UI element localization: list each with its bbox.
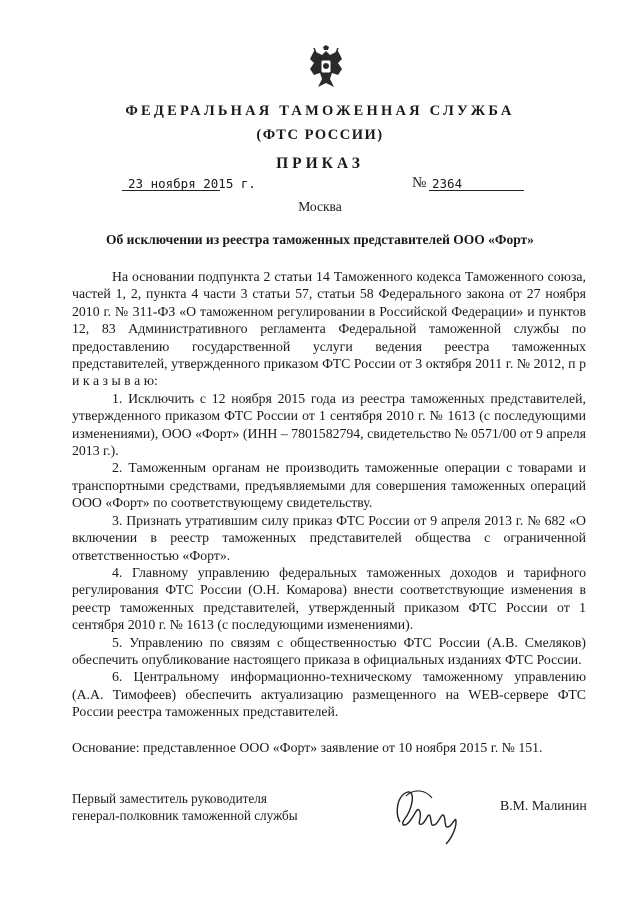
order-item-1: 1. Исключить с 12 ноября 2015 года из реестра таможенных представителей, утвержденного приказом ФТС России от 1 сентября 2010 г. № 1613 (с последующими изменениями), ООО «Форт» (ИНН – 7801582794, свидетельство № 0571/00 от 9 апреля 2013 г.).	[72, 390, 586, 459]
order-subject: Об исключении из реестра таможенных представителей ООО «Форт»	[106, 232, 534, 247]
coat-of-arms-icon	[304, 45, 348, 93]
agency-short-name: (ФТС РОССИИ)	[256, 127, 384, 143]
order-item-5: 5. Управлению по связям с общественностью ФТС России (А.В. Смеляков) обеспечить опубликование настоящего приказа в официальных изданиях ФТС России.	[72, 634, 586, 667]
document-type: ПРИКАЗ	[276, 155, 364, 172]
order-body	[72, 268, 586, 721]
preamble-paragraph: На основании подпункта 2 статьи 14 Таможенного кодекса Таможенного союза, частей 1, 2, пункта 4 части 3 статьи 57, статьи 58 Федерального закона от 27 ноября 2010 г. № 311-ФЗ «О таможенном регулировании в Российской Федерации» и пунктов 12, 83 Административного регламента Федеральной таможенной службы по предоставлению государственной услуги ведения реестра таможенных представителей, утвержденного приказом ФТС России от 3 октября 2011 г. № 2012, п р и к а з ы в а ю:	[72, 269, 586, 389]
order-item-4: 4. Главному управлению федеральных таможенных доходов и тарифного регулирования ФТС России (О.Н. Комарова) внести соответствующие изменения в реестр таможенных представителей, утвержденный приказом ФТС России от 1 сентября 2010 г. № 1613 (с последующими изменениями).	[72, 564, 586, 633]
number-sign: №	[412, 175, 427, 191]
order-item-6: 6. Центральному информационно-техническому таможенному управлению (А.А. Тимофеев) обеспечить актуализацию размещенного на WEB-сервере ФТС России реестра таможенных представителей.	[72, 669, 586, 720]
handwritten-signature	[386, 782, 476, 846]
signatory-role-line-2: генерал-полковник таможенной службы	[72, 808, 298, 823]
signatory-role	[72, 790, 298, 824]
order-date: 23 ноября 2015 г.	[128, 176, 256, 191]
agency-name: ФЕДЕРАЛЬНАЯ ТАМОЖЕННАЯ СЛУЖБА	[125, 103, 515, 119]
order-number: 2364	[432, 176, 463, 191]
date-underline	[122, 190, 220, 191]
order-item-3: 3. Признать утратившим силу приказ ФТС России от 9 апреля 2013 г. № 682 «О включении в реестр таможенных представителей общества с ограниченной ответственностью «Форт».	[72, 512, 586, 563]
basis-line: Основание: представленное ООО «Форт» заявление от 10 ноября 2015 г. № 151.	[72, 740, 543, 755]
city: Москва	[298, 199, 342, 214]
number-underline	[429, 190, 524, 191]
order-item-2: 2. Таможенным органам не производить таможенные операции с товарами и транспортными средствами, предъявляемыми для совершения таможенных операций ООО «Форт» по соответствующему свидетельству.	[72, 460, 586, 511]
signatory-role-line-1: Первый заместитель руководителя	[72, 791, 267, 806]
signatory-name: В.М. Малинин	[500, 798, 587, 813]
